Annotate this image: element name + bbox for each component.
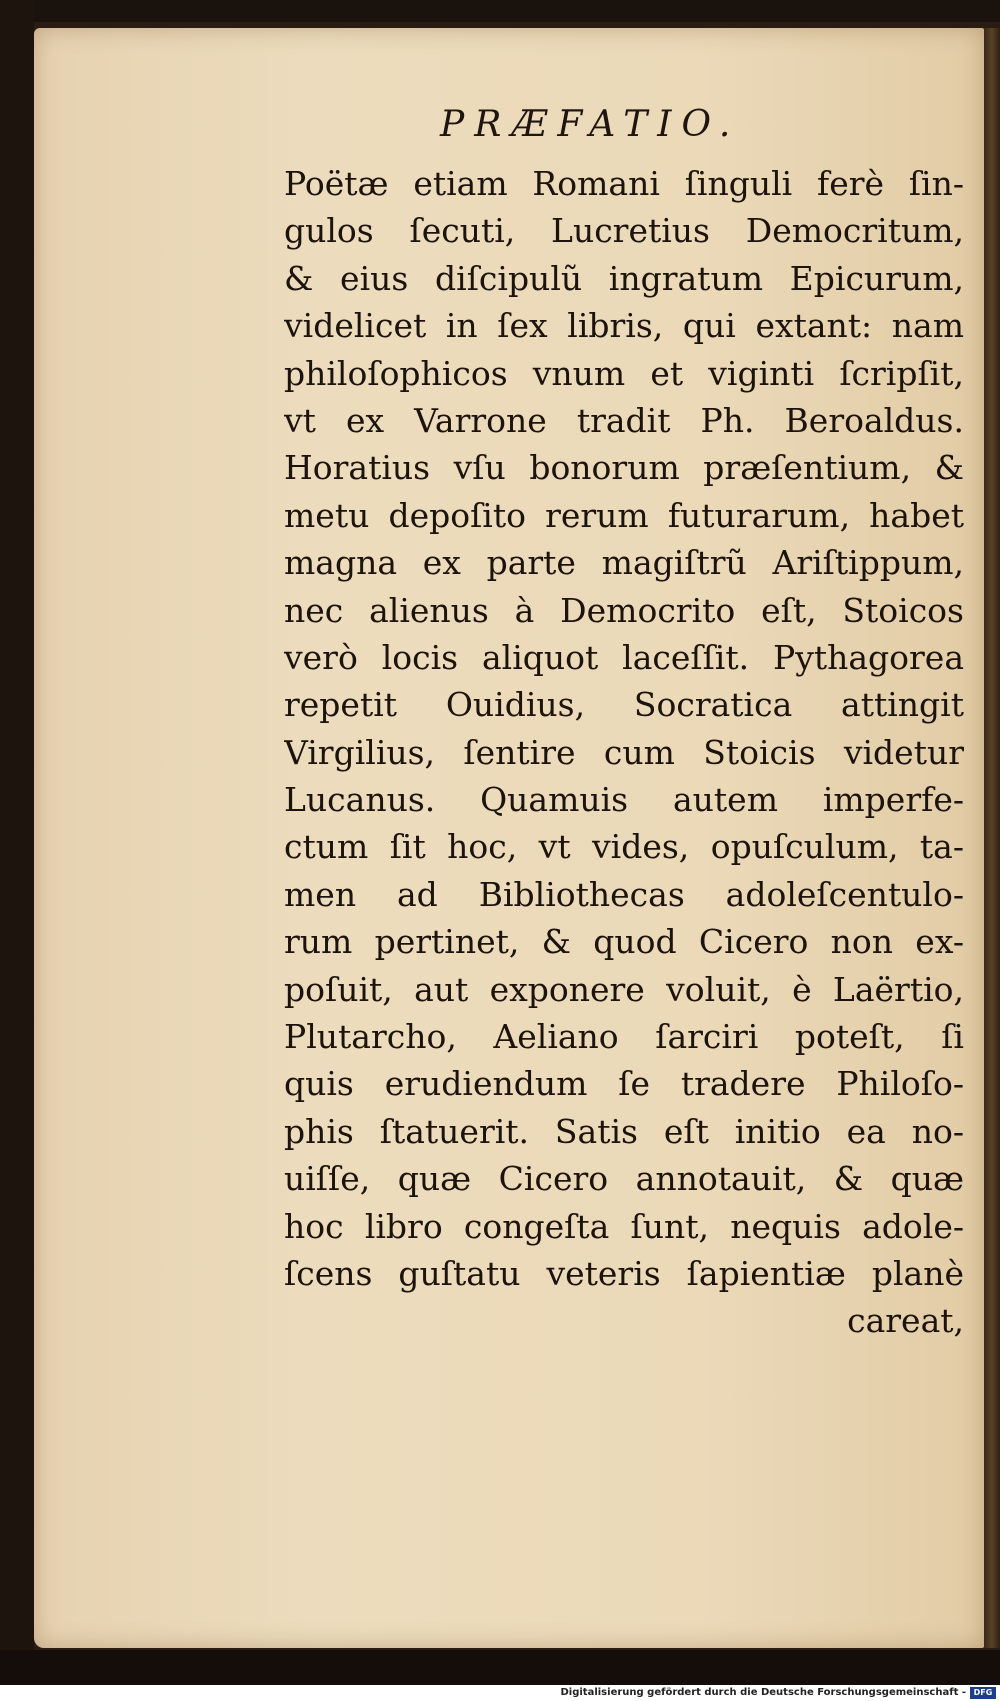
text-line: uiſſe, quæ Cicero annotauit, & quæ <box>284 1159 964 1199</box>
body-text <box>284 160 964 1345</box>
text-line: vt ex Varrone tradit Ph. Beroaldus. <box>284 400 964 440</box>
book-spine-strip <box>984 28 1000 1648</box>
text-line: metu depoſito rerum futurarum, habet <box>284 495 964 535</box>
dfg-logo-icon: DFG <box>970 1687 996 1699</box>
text-line: & eius diſcipulũ ingratum Epicurum, <box>284 258 964 298</box>
text-line: philoſophicos vnum et viginti ſcripſit, <box>284 353 964 393</box>
scan-left-edge <box>0 0 34 1701</box>
text-line: gulos ſecuti, Lucretius Democritum, <box>284 211 964 251</box>
text-line: Lucanus. Quamuis autem imperfe- <box>284 780 964 820</box>
scan-top-edge <box>0 0 1000 22</box>
text-line: careat, <box>847 1301 964 1341</box>
text-line: magna ex parte magiſtrũ Ariſtippum, <box>284 543 964 583</box>
text-line: repetit Ouidius, Socratica attingit <box>284 685 964 725</box>
text-line: ſcens guſtatu veteris ſapientiæ planè <box>284 1253 964 1293</box>
text-line: phis ſtatuerit. Satis eſt initio ea no- <box>284 1111 964 1151</box>
text-line: nec alienus à Democrito eſt, Stoicos <box>284 590 964 630</box>
digitization-credit: Digitalisierung gefördert durch die Deutsche Forschungsgemeinschaft - <box>560 1687 966 1698</box>
text-line: Virgilius, ſentire cum Stoicis videtur <box>284 732 964 772</box>
text-line: hoc libro congeſta ſunt, nequis adole- <box>284 1206 964 1246</box>
text-line: verò locis aliquot laceſſit. Pythagorea <box>284 637 964 677</box>
text-line: videlicet in ſex libris, qui extant: nam <box>284 306 964 346</box>
text-line: rum pertinet, & quod Cicero non ex- <box>284 922 964 962</box>
text-line: Horatius vſu bonorum præſentium, & <box>284 448 964 488</box>
running-head: PRÆFATIO. <box>440 104 741 145</box>
text-line: Plutarcho, Aeliano ſarciri poteſt, ſi <box>284 1017 964 1057</box>
text-line: ctum ſit hoc, vt vides, opuſculum, ta- <box>284 827 964 867</box>
scan-bottom-edge <box>0 1650 1000 1685</box>
text-line: poſuit, aut exponere voluit, è Laërtio, <box>284 969 964 1009</box>
text-line: Poëtæ etiam Romani ſinguli ferè ſin- <box>284 164 964 203</box>
text-line: quis erudiendum ſe tradere Philoſo- <box>284 1064 964 1104</box>
text-line: men ad Bibliothecas adoleſcentulo- <box>284 874 964 914</box>
